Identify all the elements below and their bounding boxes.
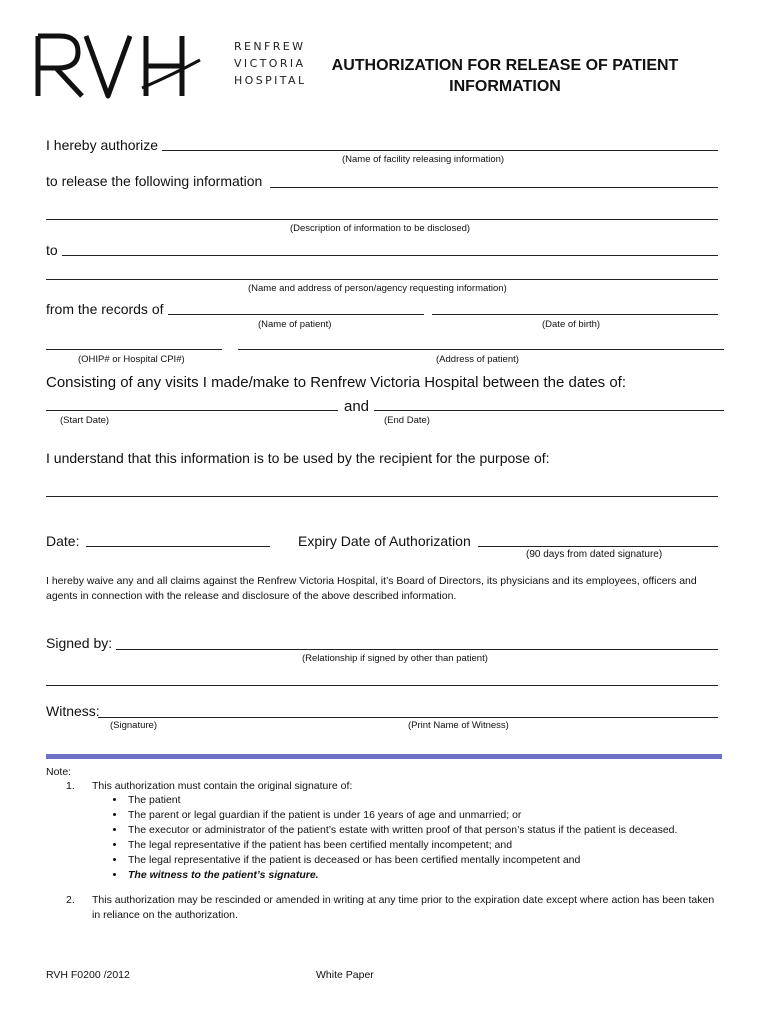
release-label: to release the following information bbox=[46, 173, 263, 189]
list-item: • The executor or administrator of the patient’s estate with written proof of that person’s status if the patient is deceased. bbox=[126, 823, 677, 838]
waiver-text: I hereby waive any and all claims against the Renfrew Victoria Hospital, it’s Board of Directors, its physicians and its employees, officers and agents in connection with the release and disclosure of the above described information. bbox=[46, 575, 697, 602]
patient-name-caption: (Name of patient) bbox=[258, 319, 332, 330]
expiry-field[interactable] bbox=[478, 546, 718, 547]
witness-label: Witness: bbox=[46, 703, 100, 719]
note-1-text: This authorization must contain the original signature of: bbox=[92, 780, 353, 792]
ohip-caption: (OHIP# or Hospital CPI#) bbox=[78, 354, 185, 365]
expiry-label: Expiry Date of Authorization bbox=[298, 533, 471, 549]
relationship-caption: (Relationship if signed by other than patient) bbox=[302, 653, 488, 664]
list-item: • The legal representative if the patient has been certified mentally incompetent; and bbox=[126, 838, 677, 853]
dob-field[interactable] bbox=[432, 314, 718, 315]
form-code: RVH F0200 /2012 bbox=[46, 969, 130, 981]
purpose-field[interactable] bbox=[46, 496, 718, 497]
note-2-number: 2. bbox=[66, 894, 75, 906]
ohip-field[interactable] bbox=[46, 349, 222, 350]
list-item: • The parent or legal guardian if the patient is under 16 years of age and unmarried; or bbox=[126, 808, 677, 823]
date-label: Date: bbox=[46, 533, 80, 549]
section-divider bbox=[46, 754, 722, 759]
dob-caption: (Date of birth) bbox=[542, 319, 601, 330]
paper-type: White Paper bbox=[316, 969, 374, 981]
signature-requirements-list bbox=[108, 793, 677, 883]
signature-caption: (Signature) bbox=[110, 720, 157, 731]
signed-by-field[interactable] bbox=[116, 649, 718, 650]
end-date-field[interactable] bbox=[374, 410, 724, 411]
address-caption: (Address of patient) bbox=[436, 354, 519, 365]
note-2-text: This authorization may be rescinded or amended in writing at any time prior to the expiration date except where action has been taken in reliance on the authorization. bbox=[92, 894, 715, 921]
list-item: • The patient bbox=[126, 793, 677, 808]
patient-name-field[interactable] bbox=[168, 314, 424, 315]
facility-field[interactable] bbox=[162, 150, 718, 151]
title-line1: AUTHORIZATION FOR RELEASE OF PATIENT bbox=[331, 57, 679, 74]
witness-field[interactable] bbox=[98, 717, 718, 718]
list-item: • The witness to the patient’s signature. bbox=[126, 868, 677, 883]
authorize-label: I hereby authorize bbox=[46, 137, 159, 153]
signed-by-label: Signed by: bbox=[46, 635, 113, 651]
visits-label: Consisting of any visits I made/make to Renfrew Victoria Hospital between the dates of: bbox=[46, 374, 627, 391]
facility-caption: (Name of facility releasing information) bbox=[342, 154, 505, 165]
start-date-field[interactable] bbox=[46, 410, 338, 411]
end-date-caption: (End Date) bbox=[384, 415, 430, 426]
page-title bbox=[300, 55, 710, 97]
relationship-field[interactable] bbox=[46, 685, 718, 686]
purpose-label: I understand that this information is to be used by the recipient for the purpose of: bbox=[46, 450, 550, 466]
expiry-caption: (90 days from dated signature) bbox=[526, 549, 663, 560]
requester-field-2[interactable] bbox=[46, 279, 718, 280]
hospital-logo bbox=[34, 30, 307, 100]
title-line2: INFORMATION bbox=[449, 78, 561, 95]
date-field[interactable] bbox=[86, 546, 270, 547]
release-field[interactable] bbox=[270, 187, 718, 188]
description-caption: (Description of information to be disclosed) bbox=[290, 223, 471, 234]
logo-line2: VICTORIA bbox=[234, 57, 306, 70]
and-label: and bbox=[344, 398, 370, 415]
start-date-caption: (Start Date) bbox=[60, 415, 110, 426]
requester-caption: (Name and address of person/agency requesting information) bbox=[248, 283, 507, 294]
description-field[interactable] bbox=[46, 219, 718, 220]
logo-line1: RENFREW bbox=[234, 40, 306, 53]
rvh-logo-mark bbox=[34, 30, 204, 100]
logo-line3: HOSPITAL bbox=[234, 74, 307, 87]
note-heading: Note: bbox=[46, 766, 72, 778]
requester-field-1[interactable] bbox=[62, 255, 718, 256]
address-field[interactable] bbox=[238, 349, 724, 350]
note-1-number: 1. bbox=[66, 780, 75, 792]
to-label: to bbox=[46, 242, 58, 258]
print-name-caption: (Print Name of Witness) bbox=[408, 720, 509, 731]
list-item: • The legal representative if the patient is deceased or has been certified mentally incompetent and bbox=[126, 853, 677, 868]
records-label: from the records of bbox=[46, 301, 164, 317]
